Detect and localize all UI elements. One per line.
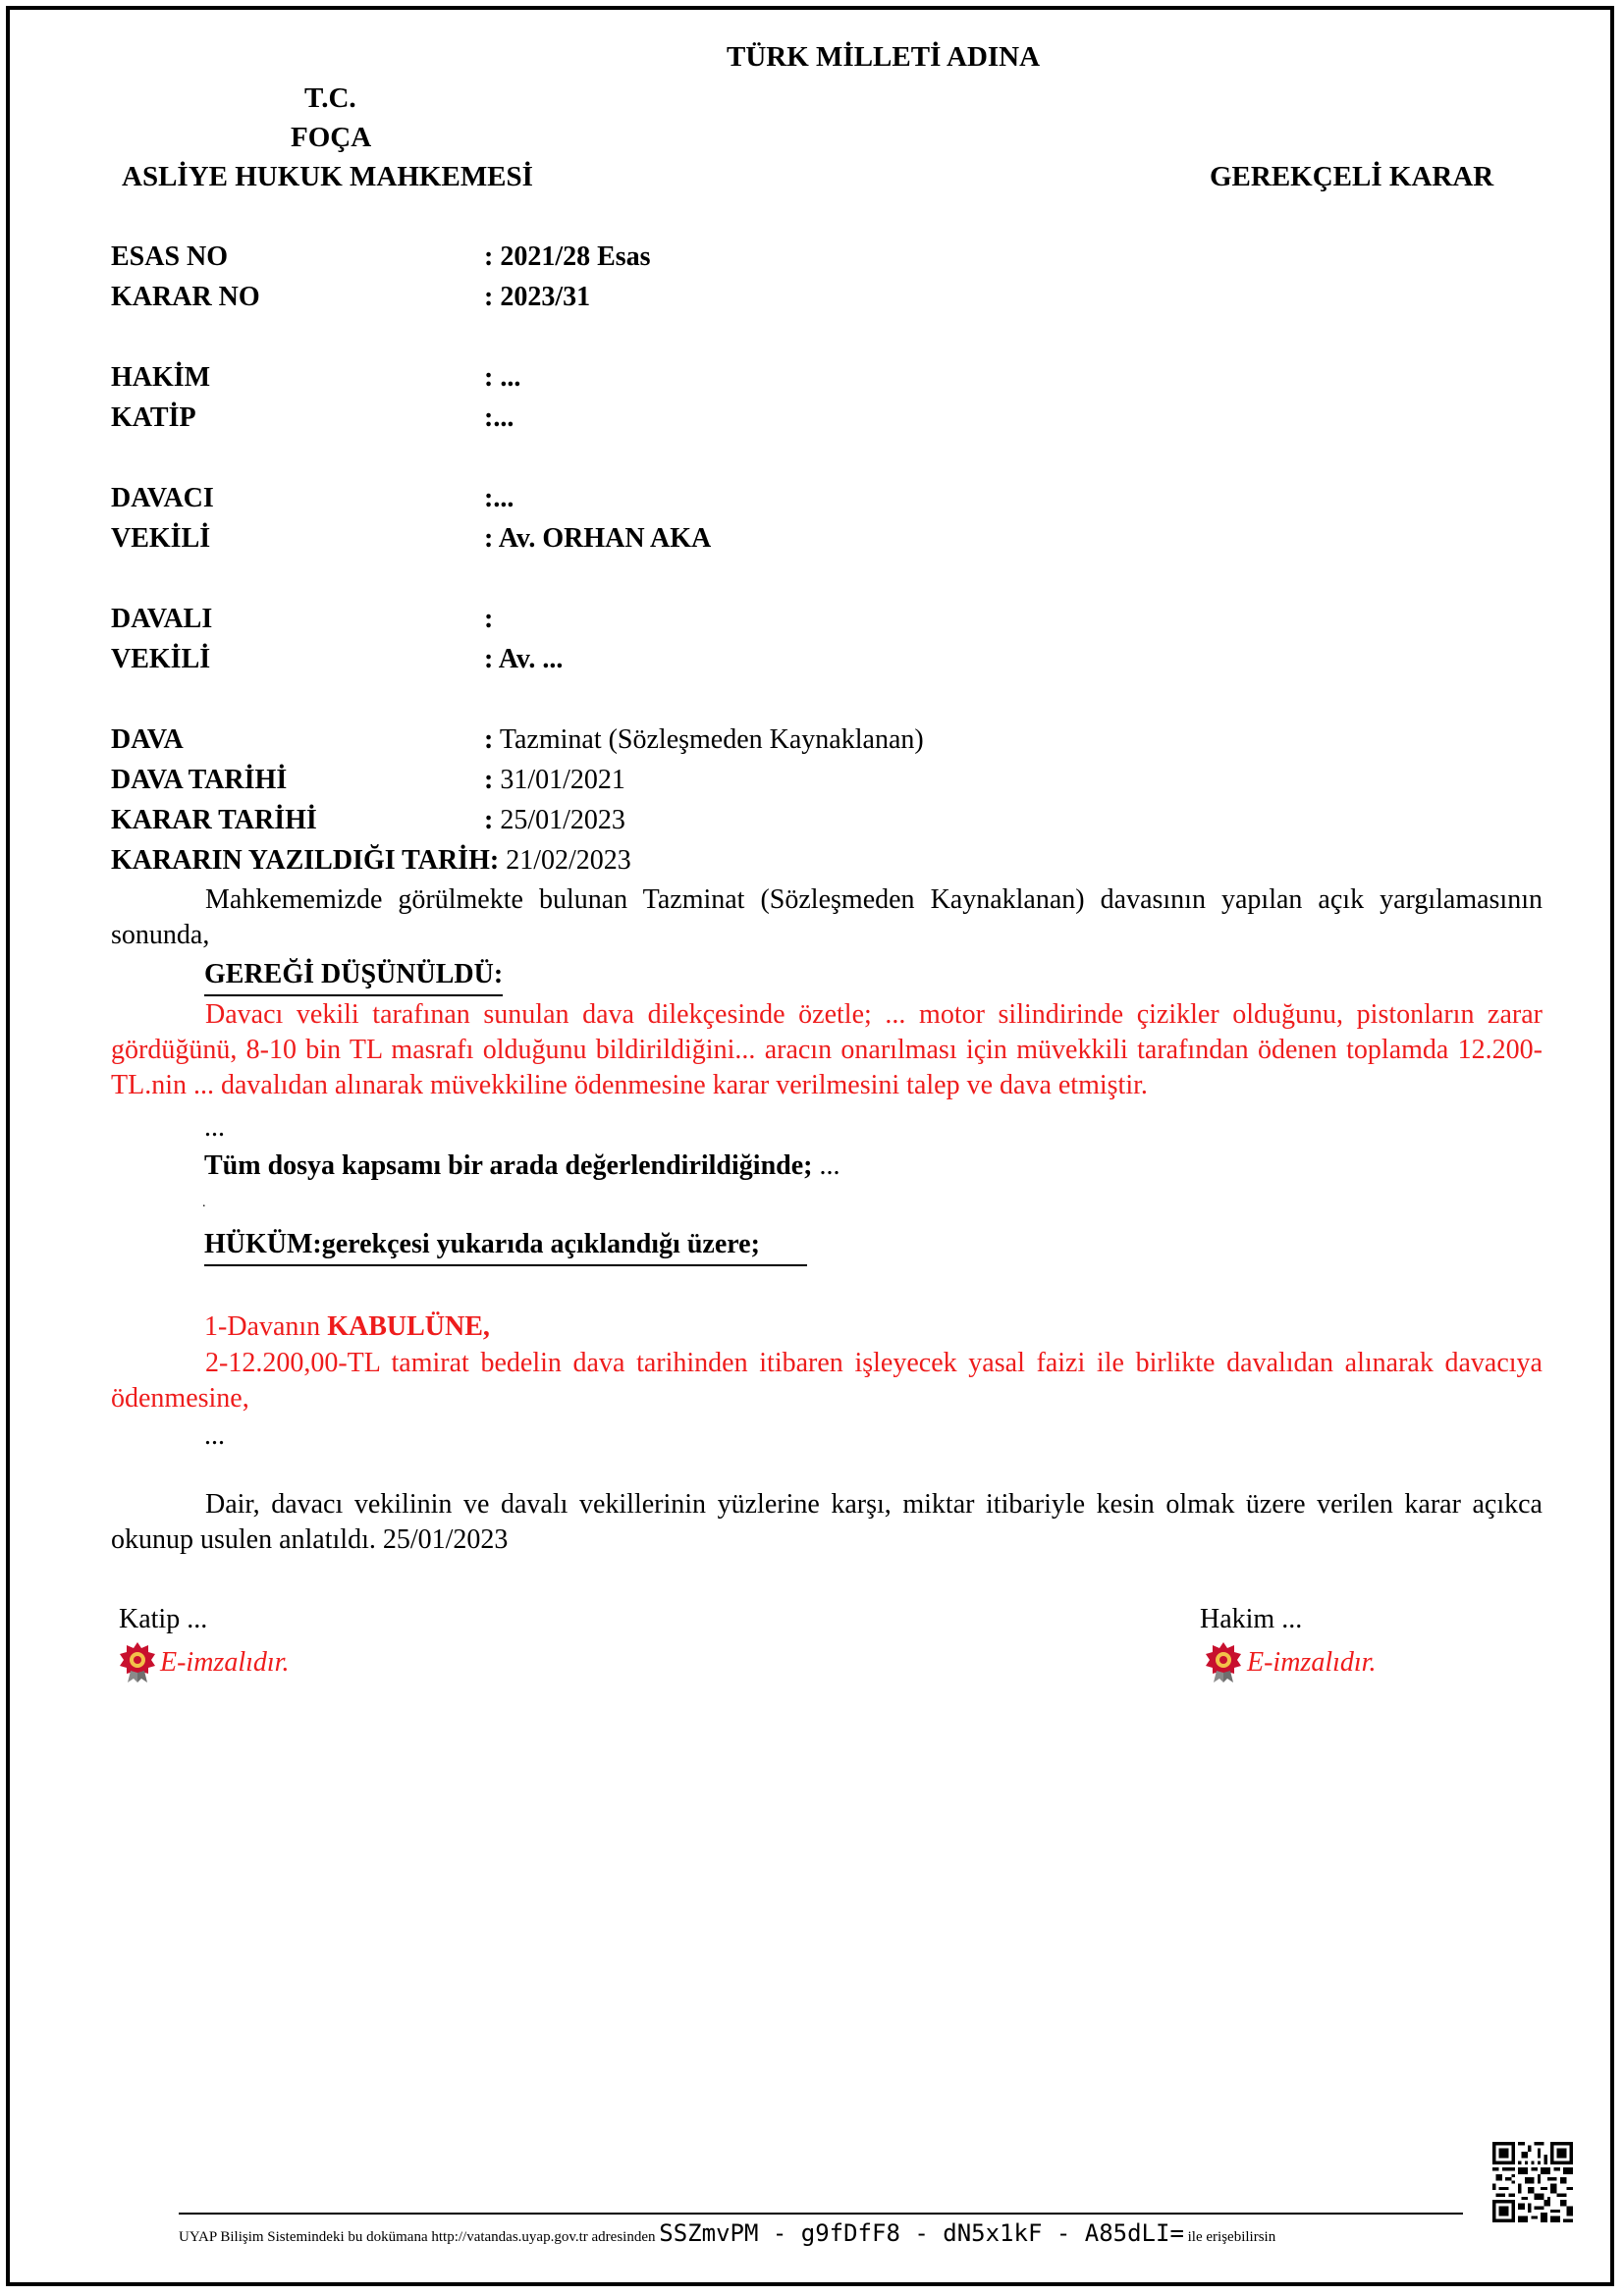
court-name: ASLİYE HUKUK MAHKEMESİ — [122, 161, 533, 192]
verification-code: SSZmvPM - g9fDfF8 - dN5x1kF - A85dLI= — [659, 2219, 1184, 2247]
footer-suffix: ile erişebilirsin — [1187, 2229, 1276, 2245]
field-value-davaci: :... — [484, 483, 514, 513]
claim-paragraph: Davacı vekili tarafınan sunulan dava dilekçesinde özetle; ... motor silindirinde çizikler olduğunu, pistonların zarar gördüğünü, 8-10 bin TL masrafı olduğunu bildirildiğini... aracın onarılması için müvekkili tarafından ödenen toplamda 12.200-TL.nin ... davalıdan alınarak müvekkiline ödenmesine karar verilmesini talep ve dava etmiştir. — [111, 999, 1543, 1100]
written-date: KARARIN YAZILDIĞI TARİH: 21/02/2023 — [111, 845, 631, 876]
field-label-dava-tarihi: DAVA TARİHİ — [111, 765, 288, 795]
field-value-katip: :... — [484, 402, 514, 433]
ruling-item-2: 2-12.200,00-TL tamirat bedelin dava tarihinden itibaren işleyecek yasal faizi ile birlikte davalıdan alınarak davacıya ödenmesine, — [111, 1348, 1543, 1414]
e-signature-seal-icon — [118, 1641, 157, 1682]
closing-paragraph: Dair, davacı vekilinin ve davalı vekillerinin yüzlerine karşı, miktar itibariyle kesin olmak üzere verilen karar açıkca okunup usulen anlatıldı. 25/01/2023 — [111, 1489, 1543, 1555]
field-label-dava: DAVA — [111, 724, 184, 755]
city-label: FOÇA — [291, 122, 372, 153]
footer-divider — [179, 2213, 1463, 2215]
intro-paragraph: Mahkememizde görülmekte bulunan Tazminat (Sözleşmeden Kaynaklanan) davasının yapılan açık yargılamasının sonunda, — [111, 884, 1543, 950]
field-label-hakim: HAKİM — [111, 362, 211, 393]
field-label-davali-vekili: VEKİLİ — [111, 644, 211, 674]
evaluation-line: Tüm dosya kapsamı bir arada değerlendirildiğinde; ... — [204, 1150, 840, 1181]
field-value-dava: : Tazminat (Sözleşmeden Kaynaklanan) — [484, 724, 924, 755]
judge-signature-label: Hakim ... — [1200, 1604, 1303, 1634]
field-value-davali-vekili: : Av. ... — [484, 644, 564, 674]
heading-gerei-dusunuldu: GEREĞİ DÜŞÜNÜLDÜ: — [204, 957, 503, 996]
field-label-karar: KARAR NO — [111, 282, 260, 312]
field-label-esas: ESAS NO — [111, 241, 229, 272]
field-value-karar: : 2023/31 — [484, 282, 591, 312]
footer-prefix: UYAP Bilişim Sistemindeki bu dokümana http://vatandas.uyap.gov.tr adresinden — [179, 2229, 656, 2245]
clerk-signature-label: Katip ... — [119, 1604, 208, 1634]
field-value-davaci-vekili: : Av. ORHAN AKA — [484, 523, 712, 554]
ruling-item-1: 1-Davanın KABULÜNE, — [204, 1311, 490, 1342]
field-value-davali: : — [484, 604, 494, 634]
field-label-davali: DAVALI — [111, 604, 213, 634]
qr-code-icon[interactable] — [1492, 2142, 1573, 2222]
e-signature-seal-icon — [1204, 1641, 1243, 1682]
judge-esign-text: E-imzalıdır. — [1247, 1647, 1377, 1678]
doc-type: GEREKÇELİ KARAR — [1210, 161, 1494, 192]
field-label-davaci: DAVACI — [111, 483, 214, 513]
nation-title: TÜRK MİLLETİ ADINA — [727, 41, 1041, 73]
field-label-katip: KATİP — [111, 402, 196, 433]
heading-hukum: HÜKÜM:gerekçesi yukarıda açıklandığı üzere; — [204, 1227, 807, 1266]
field-value-hakim: : ... — [484, 362, 521, 393]
ellipsis-1: ... — [204, 1112, 225, 1143]
ellipsis-2: ... — [204, 1420, 225, 1451]
field-label-karar-tarihi: KARAR TARİHİ — [111, 805, 317, 835]
field-value-karar-tarihi: : 25/01/2023 — [484, 805, 625, 835]
footer-verification — [179, 2220, 1463, 2250]
tc-label: T.C. — [304, 82, 356, 114]
field-value-esas: : 2021/28 Esas — [484, 241, 651, 272]
stray-dot: . — [202, 1196, 206, 1210]
clerk-esign-text: E-imzalıdır. — [160, 1647, 290, 1678]
field-value-dava-tarihi: : 31/01/2021 — [484, 765, 625, 795]
page-border — [6, 6, 1614, 2286]
field-label-davaci-vekili: VEKİLİ — [111, 523, 211, 554]
